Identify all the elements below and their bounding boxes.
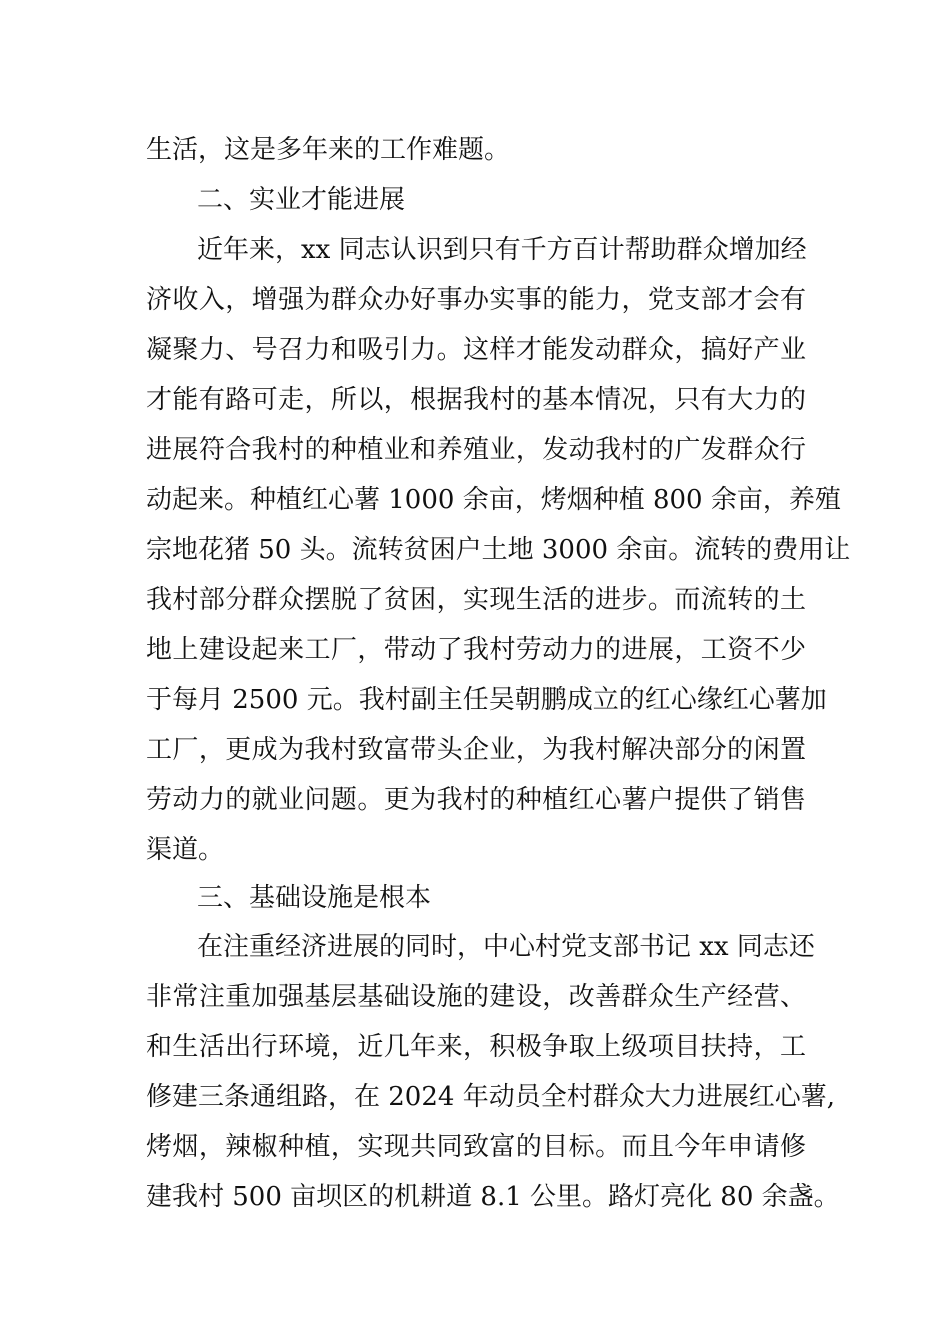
text-line [0, 525, 950, 575]
text-line [0, 475, 950, 525]
text-line [0, 625, 950, 675]
line-text: 于每月 2500 元。我村副主任吴朝鹏成立的红心缘红心薯加 [146, 685, 827, 715]
line-text: 我村部分群众摆脱了贫困，实现生活的进步。而流转的土 [146, 585, 806, 615]
text-line [0, 1072, 950, 1122]
text-line [0, 675, 950, 725]
paragraph-first-line [0, 225, 950, 275]
line-text: 建我村 500 亩坝区的机耕道 8.1 公里。路灯亮化 80 余盏。 [146, 1182, 840, 1212]
line-text: 进展符合我村的种植业和养殖业，发动我村的广发群众行 [146, 435, 806, 465]
line-text: 凝聚力、号召力和吸引力。这样才能发动群众，搞好产业 [146, 335, 806, 365]
text-line [0, 275, 950, 325]
line-text: 济收入，增强为群众办好事办实事的能力，党支部才会有 [146, 285, 806, 315]
section-heading [0, 175, 950, 225]
line-text: 和生活出行环境，近几年来，积极争取上级项目扶持，工 [146, 1032, 806, 1062]
line-text: 生活，这是多年来的工作难题。 [146, 135, 511, 165]
section-heading [0, 873, 950, 923]
text-line [0, 775, 950, 825]
text-line [0, 1172, 950, 1222]
line-text: 渠道。 [146, 835, 225, 865]
line-text: 修建三条通组路，在 2024 年动员全村群众大力进展红心薯, [146, 1082, 835, 1112]
text-line [0, 972, 950, 1022]
line-text: 地上建设起来工厂，带动了我村劳动力的进展，工资不少 [146, 635, 806, 665]
text-line [0, 125, 950, 175]
paragraph-first-line [0, 922, 950, 972]
text-line [0, 1122, 950, 1172]
text-line [0, 825, 950, 875]
text-line [0, 1022, 950, 1072]
line-text: 才能有路可走，所以，根据我村的基本情况，只有大力的 [146, 385, 806, 415]
line-text: 在注重经济进展的同时，中心村党支部书记 xx 同志还 [197, 932, 815, 962]
text-line [0, 725, 950, 775]
section-heading-text: 三、基础设施是根本 [197, 883, 432, 913]
text-line [0, 325, 950, 375]
text-line [0, 425, 950, 475]
text-line [0, 375, 950, 425]
line-text: 近年来，xx 同志认识到只有千方百计帮助群众增加经 [197, 235, 807, 265]
line-text: 烤烟，辣椒种植，实现共同致富的目标。而且今年申请修 [146, 1132, 806, 1162]
line-text: 非常注重加强基层基础设施的建设，改善群众生产经营、 [146, 982, 806, 1012]
section-heading-text: 二、实业才能进展 [197, 185, 406, 215]
line-text: 动起来。种植红心薯 1000 余亩，烤烟种植 800 余亩，养殖 [146, 485, 841, 515]
line-text: 工厂，更成为我村致富带头企业，为我村解决部分的闲置 [146, 735, 806, 765]
line-text: 劳动力的就业问题。更为我村的种植红心薯户提供了销售 [146, 785, 806, 815]
text-line [0, 575, 950, 625]
line-text: 宗地花猪 50 头。流转贫困户土地 3000 余亩。流转的费用让 [146, 535, 851, 565]
